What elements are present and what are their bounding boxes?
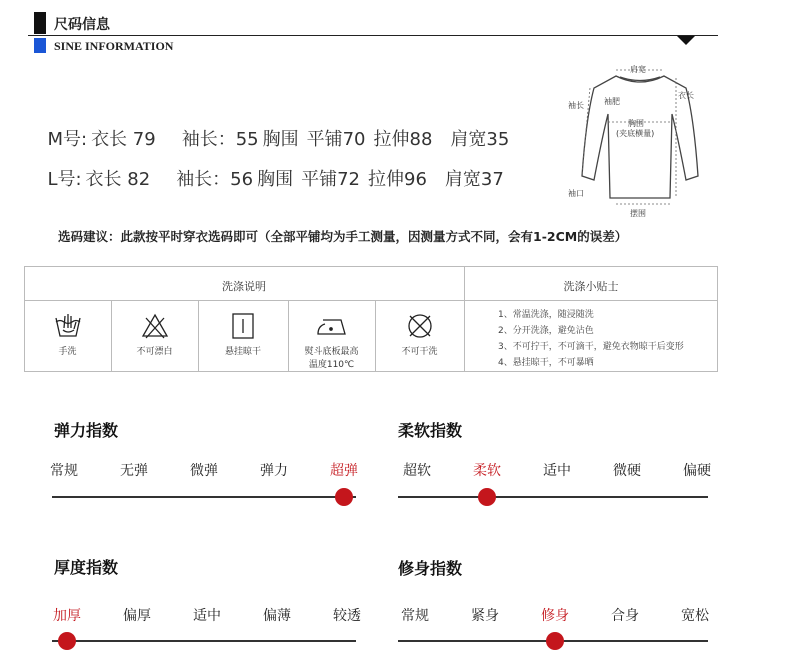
iron-icon — [315, 312, 349, 340]
hang-dry-icon — [228, 312, 258, 340]
scale-option: 紧身 — [471, 608, 499, 624]
size-shoulder: 肩宽37 — [444, 169, 504, 190]
scale-option: 弹力 — [260, 463, 288, 479]
size-label: M号: — [47, 129, 88, 150]
size-length: 衣长 79 — [91, 129, 156, 150]
tip-item: 3、不可拧干，不可滴干，避免衣物晾干后变形 — [498, 342, 684, 352]
scale-option: 微弹 — [190, 463, 218, 479]
section-subtitle: SINE INFORMATION — [54, 39, 174, 53]
scale-option: 适中 — [193, 608, 221, 624]
size-flat: 平铺70 — [306, 129, 366, 150]
header-accent-bar — [34, 12, 46, 34]
section-title: 尺码信息 — [54, 17, 110, 33]
scale-option: 微硬 — [613, 463, 641, 479]
wash-tips-heading: 洗涤小贴士 — [563, 280, 619, 293]
wash-label: 不可漂白 — [136, 347, 173, 357]
scale-option-selected: 超弹 — [330, 463, 358, 479]
scale-track — [52, 640, 356, 642]
size-advice-text: 选码建议：此款按平时穿衣选码即可（全部平铺均为手工测量，因测量方式不同，会有1-2CM的误差） — [58, 229, 628, 244]
scale-option: 宽松 — [681, 608, 709, 624]
wash-label: 不可干洗 — [401, 347, 438, 357]
header-divider — [28, 35, 718, 36]
label-shoulder: 肩宽 — [630, 65, 646, 74]
wash-symbol-hand-wash — [24, 312, 111, 357]
size-chest: 胸围 — [257, 169, 294, 190]
scale-track — [52, 496, 356, 498]
label-sleeve-length: 袖长 — [568, 101, 584, 110]
wash-instructions-heading: 洗涤说明 — [222, 280, 266, 293]
wash-tips-list — [498, 307, 684, 371]
no-dry-clean-icon — [405, 312, 435, 340]
scale-indicator-dot — [335, 488, 353, 506]
tip-item: 4、悬挂晾干，不可暴晒 — [498, 358, 594, 368]
scale-option: 超软 — [403, 463, 431, 479]
scale-option-selected: 加厚 — [53, 608, 81, 624]
scale-option: 无弹 — [120, 463, 148, 479]
wash-symbol-hang-dry — [198, 312, 288, 357]
scale-option: 较透 — [333, 608, 361, 624]
scale-option: 偏厚 — [123, 608, 151, 624]
wash-symbol-no-dry-clean — [375, 312, 464, 357]
label-cuff: 袖口 — [568, 189, 584, 198]
size-row-l — [36, 144, 504, 191]
label-sleeve-width: 袖肥 — [604, 97, 620, 106]
wash-symbol-iron — [288, 312, 375, 370]
size-sleeve: 袖长：56 — [176, 169, 254, 190]
scale-option-selected: 柔软 — [473, 463, 501, 479]
scale-title-elasticity: 弹力指数 — [54, 421, 119, 440]
scale-track — [398, 496, 708, 498]
hand-wash-icon — [53, 312, 83, 340]
table-divider — [24, 300, 718, 301]
no-bleach-icon — [140, 312, 170, 340]
scale-title-fit: 修身指数 — [398, 559, 463, 578]
label-chest: 胸围 — [628, 119, 644, 128]
size-label: L号: — [47, 169, 82, 190]
scale-title-softness: 柔软指数 — [398, 421, 463, 440]
wash-label: 悬挂晾干 — [224, 347, 261, 357]
size-sleeve: 袖长：55 — [181, 129, 259, 150]
scale-indicator-dot — [478, 488, 496, 506]
garment-measurement-diagram — [560, 58, 720, 218]
scale-title-thickness: 厚度指数 — [54, 558, 119, 577]
header-accent-bar-blue — [34, 38, 46, 53]
scale-indicator-dot — [546, 632, 564, 650]
wash-label-line2: 温度110℃ — [308, 360, 355, 370]
size-length: 衣长 82 — [85, 169, 151, 190]
size-flat: 平铺72 — [301, 169, 360, 190]
tip-item: 1、常温洗涤，随浸随洗 — [498, 310, 594, 320]
label-hem: 摆围 — [630, 209, 646, 218]
size-shoulder: 肩宽35 — [450, 129, 510, 150]
scale-option: 常规 — [50, 463, 78, 479]
scale-option: 偏硬 — [683, 463, 711, 479]
wash-symbol-no-bleach — [111, 312, 198, 357]
scale-option: 偏薄 — [263, 608, 291, 624]
label-body-length: 衣长 — [678, 91, 694, 100]
size-chest: 胸围 — [262, 129, 299, 150]
triangle-marker-icon — [677, 36, 695, 45]
scale-indicator-dot — [58, 632, 76, 650]
scale-option: 常规 — [401, 608, 429, 624]
scale-option-selected: 修身 — [541, 608, 569, 624]
wash-label: 手洗 — [58, 347, 77, 357]
scale-option: 合身 — [611, 608, 639, 624]
size-stretch: 拉伸88 — [373, 129, 433, 150]
tip-item: 2、分开洗涤，避免沾色 — [498, 326, 594, 336]
scale-option: 适中 — [543, 463, 571, 479]
size-stretch: 拉伸96 — [368, 169, 427, 190]
wash-label: 熨斗底板最高 — [304, 347, 359, 357]
label-chest-note: (夹底横量) — [616, 129, 655, 138]
